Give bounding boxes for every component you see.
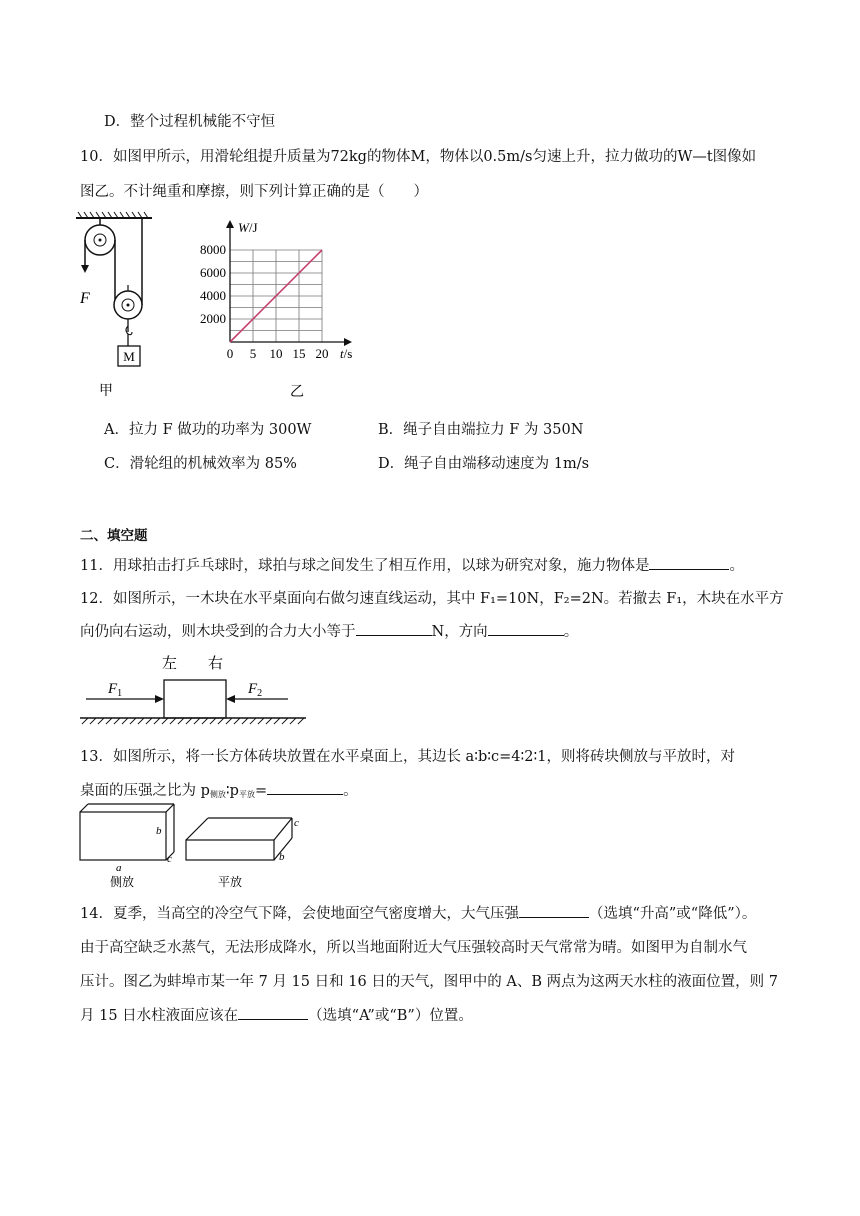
- y-axis-label: W/J: [238, 220, 258, 235]
- q12-answer-blank-2[interactable]: [488, 621, 564, 636]
- flat-b-label: b: [279, 851, 285, 863]
- y-tick-label: 8000: [200, 242, 226, 257]
- q10-option-a: A．拉力 F 做功的功率为 300W: [104, 422, 312, 438]
- mass-label: M: [123, 349, 135, 364]
- left-label: 左: [162, 656, 178, 672]
- q9-option-d: D．整个过程机械能不守恒: [104, 114, 276, 130]
- x-axis-arrow: [344, 338, 352, 346]
- y-tick-label: 2000: [200, 311, 226, 326]
- q10-option-d: D．绳子自由端移动速度为 1m/s: [378, 456, 590, 472]
- q14-answer-blank-1[interactable]: [519, 903, 589, 918]
- q14-stem-line1: 14．夏季，当高空的冷空气下降，会使地面空气密度增大，大气压强 （选填“升高”或“降低”）。: [80, 902, 800, 923]
- x-tick-label: 20: [315, 346, 329, 361]
- section-heading-fill-in: 二、填空题: [80, 528, 148, 544]
- side-b-label: b: [156, 825, 162, 837]
- pulley-system-figure: [72, 210, 172, 410]
- wood-block: [164, 680, 226, 718]
- q12-stem-line1: 12．如图所示，一木块在水平桌面向右做匀速直线运动，其中 F₁=10N，F₂=2N。若撤去 F₁，木块在水平方: [80, 591, 784, 607]
- x-axis-label: t/s: [340, 346, 353, 361]
- chart-ticks: [200, 242, 329, 361]
- work-time-chart: [188, 210, 368, 400]
- q13-answer-blank[interactable]: [267, 780, 343, 795]
- x-tick-label: 10: [269, 346, 283, 361]
- f2-label: $F_2$: [248, 681, 263, 699]
- x-tick-label: 0: [226, 346, 234, 361]
- force-label: F: [80, 290, 90, 307]
- brick-flat-placed: [186, 818, 292, 860]
- x-tick-label: 5: [249, 346, 257, 361]
- side-c-label: c: [167, 853, 172, 865]
- q13-stem-line1: 13．如图所示，将一长方体砖块放置在水平桌面上，其边长 a∶b∶c=4∶2∶1，则将砖块侧放与平放时，对: [80, 749, 736, 765]
- brick-figure: [76, 800, 316, 892]
- right-label: 右: [208, 656, 224, 672]
- q14-stem-line3: 压计。图乙为蚌埠市某一年 7 月 15 日和 16 日的天气，图甲中的 A、B 两点为这两天水柱的液面位置，则 7: [80, 974, 778, 990]
- flat-c-label: c: [294, 817, 299, 829]
- y-tick-label: 6000: [200, 265, 226, 280]
- q14-answer-blank-2[interactable]: [238, 1005, 308, 1020]
- q11-stem: 11．用球拍击打乒乓球时，球拍与球之间发生了相互作用，以球为研究对象，施力物体是 。: [80, 554, 800, 575]
- q11-answer-blank[interactable]: [649, 555, 729, 570]
- y-axis-arrow: [226, 220, 234, 228]
- q12-answer-blank-1[interactable]: [356, 621, 432, 636]
- q14-stem-line2: 由于高空缺乏水蒸气，无法形成降水，所以当地面附近大气压强较高时天气常常为晴。如图甲为自制水气: [80, 940, 747, 956]
- q10-stem-line1: 10．如图甲所示，用滑轮组提升质量为72kg的物体M，物体以0.5m/s匀速上升，拉力做功的W—t图像如: [80, 149, 757, 165]
- x-tick-label: 15: [292, 346, 306, 361]
- q14-stem-line4: 月 15 日水柱液面应该在 （选填“A”或“B”）位置。: [80, 1004, 800, 1025]
- block-forces-figure: [78, 650, 318, 730]
- y-tick-label: 4000: [200, 288, 226, 303]
- side-a-label: a: [116, 862, 122, 874]
- figure-yi-caption: 乙: [290, 385, 304, 400]
- q13-stem-line2: 桌面的压强之比为 p侧放∶p平放= 。: [80, 779, 800, 800]
- caption-side: 侧放: [110, 875, 135, 889]
- f1-label: $F_1$: [108, 681, 123, 699]
- q10-option-b: B．绳子自由端拉力 F 为 350N: [378, 422, 584, 438]
- caption-flat: 平放: [218, 875, 243, 889]
- q10-option-c: C．滑轮组的机械效率为 85%: [104, 456, 297, 472]
- figure-jia-caption: 甲: [99, 384, 113, 399]
- q10-stem-line2: 图乙。不计绳重和摩擦，则下列计算正确的是（ ）: [80, 184, 428, 200]
- q12-stem-line2: 向仍向右运动，则木块受到的合力大小等于 N，方向 。: [80, 620, 800, 641]
